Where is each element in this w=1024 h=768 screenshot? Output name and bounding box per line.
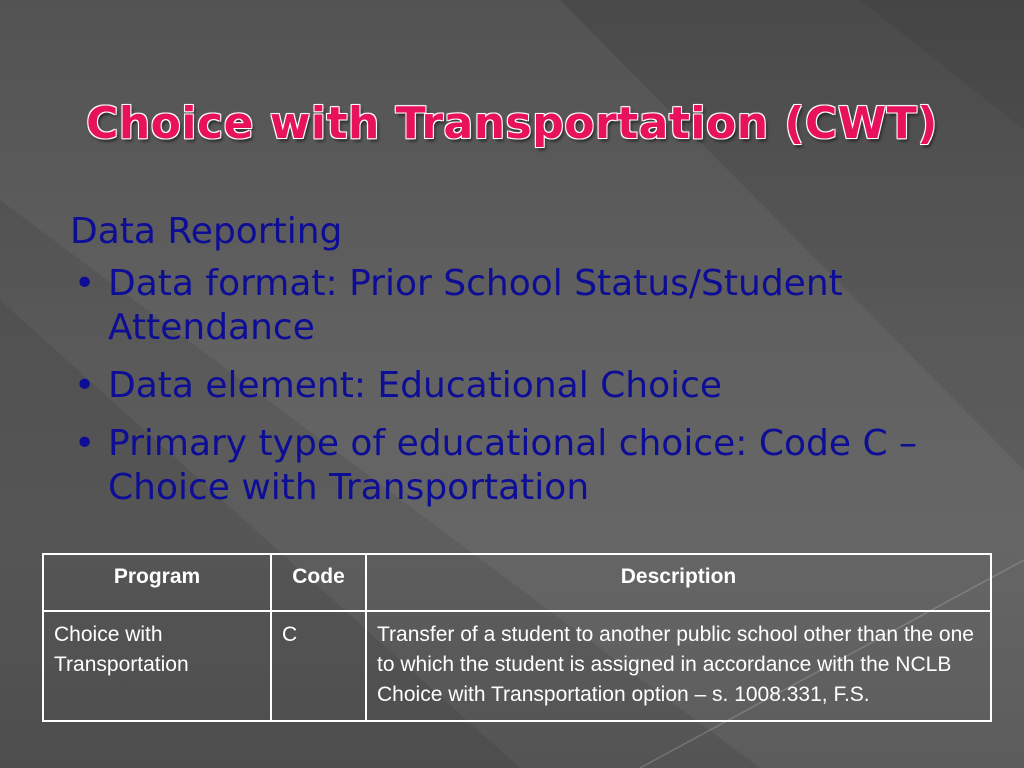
bullet-text: Data format: Prior School Status/Student Attendance [108, 263, 843, 348]
bullet-item [70, 262, 970, 350]
bullet-item [70, 422, 970, 510]
cell-code: C [271, 611, 366, 721]
section-heading: Data Reporting [70, 211, 343, 252]
table-header-row [43, 554, 991, 611]
header-description: Description [366, 554, 991, 611]
bullet-icon: • [74, 365, 96, 406]
bullet-list [70, 262, 970, 510]
program-table [42, 553, 992, 722]
bullet-text: Primary type of educational choice: Code C – Choice with Transportation [108, 423, 918, 508]
slide-title: Choice with Transportation (CWT) [86, 98, 938, 149]
slide-content [70, 206, 970, 524]
cell-description: Transfer of a student to another public school other than the one to which the student is assigned in accordance with the NCLB Choice with Transportation option – s. 1008.331, F.S. [366, 611, 991, 721]
bullet-icon: • [74, 263, 96, 304]
bullet-item [70, 364, 970, 408]
table-row [43, 611, 991, 721]
bullet-icon: • [74, 423, 96, 464]
cell-program: Choice with Transportation [43, 611, 271, 721]
header-code: Code [271, 554, 366, 611]
bullet-text: Data element: Educational Choice [108, 365, 723, 406]
header-program: Program [43, 554, 271, 611]
